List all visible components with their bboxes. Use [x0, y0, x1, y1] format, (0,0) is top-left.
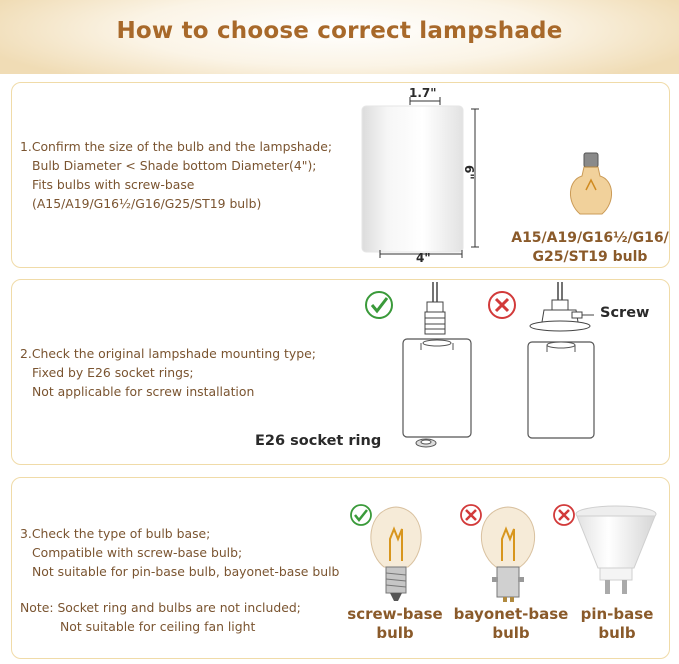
section2-line: Fixed by E26 socket rings; [32, 365, 194, 380]
page-title: How to choose correct lampshade [116, 18, 563, 44]
bulb-icon [566, 150, 616, 230]
screw-base-bulb-icon [368, 505, 424, 605]
note-line: Not suitable for ceiling fan light [60, 619, 256, 634]
section2-line: Not applicable for screw installation [32, 384, 255, 399]
lampshade-icon [403, 339, 471, 437]
dim-bottom-label: 4" [416, 251, 431, 265]
note-line: Note: Socket ring and bulbs are not included; [20, 600, 301, 615]
section1-text [20, 137, 332, 213]
section3-line: Compatible with screw-base bulb; [32, 545, 243, 560]
pin-base-bulb-icon [576, 506, 660, 598]
section2-text [20, 344, 316, 401]
screw-base-label: screw-base bulb [347, 605, 443, 642]
section3-line: 3.Check the type of bulb base; [20, 526, 211, 541]
section1-line: 1.Confirm the size of the bulb and the lampshade; [20, 139, 333, 154]
socket-ring-icon [414, 437, 438, 449]
dim-side-label: 6" [462, 165, 476, 180]
socket-ring-mount-diagram [395, 282, 485, 447]
section1-line: Bulb Diameter < Shade bottom Diameter(4"); [32, 158, 317, 173]
section1-line: Fits bulbs with screw-base [32, 177, 195, 192]
dim-top-label: 1.7" [409, 86, 437, 100]
cross-icon [487, 290, 517, 320]
bayonet-base-label: bayonet-base bulb [453, 605, 569, 642]
socket-ring-label: E26 socket ring [255, 433, 382, 449]
check-icon [364, 290, 394, 320]
bulb-compat-label: A15/A19/G16½/G16/ G25/ST19 bulb [511, 230, 669, 265]
section1-line: (A15/A19/G16½/G16/G25/ST19 bulb) [32, 196, 262, 211]
screw-label: Screw [600, 305, 650, 321]
section2-line: 2.Check the original lampshade mounting type; [20, 346, 316, 361]
section3-note [20, 598, 301, 636]
section3-line: Not suitable for pin-base bulb, bayonet-base bulb [32, 564, 340, 579]
pin-base-label: pin-base bulb [580, 605, 654, 642]
lampshade-icon [362, 106, 463, 252]
bayonet-base-bulb-icon [478, 505, 538, 605]
section3-text [20, 524, 339, 581]
lampshade-icon [528, 342, 594, 438]
